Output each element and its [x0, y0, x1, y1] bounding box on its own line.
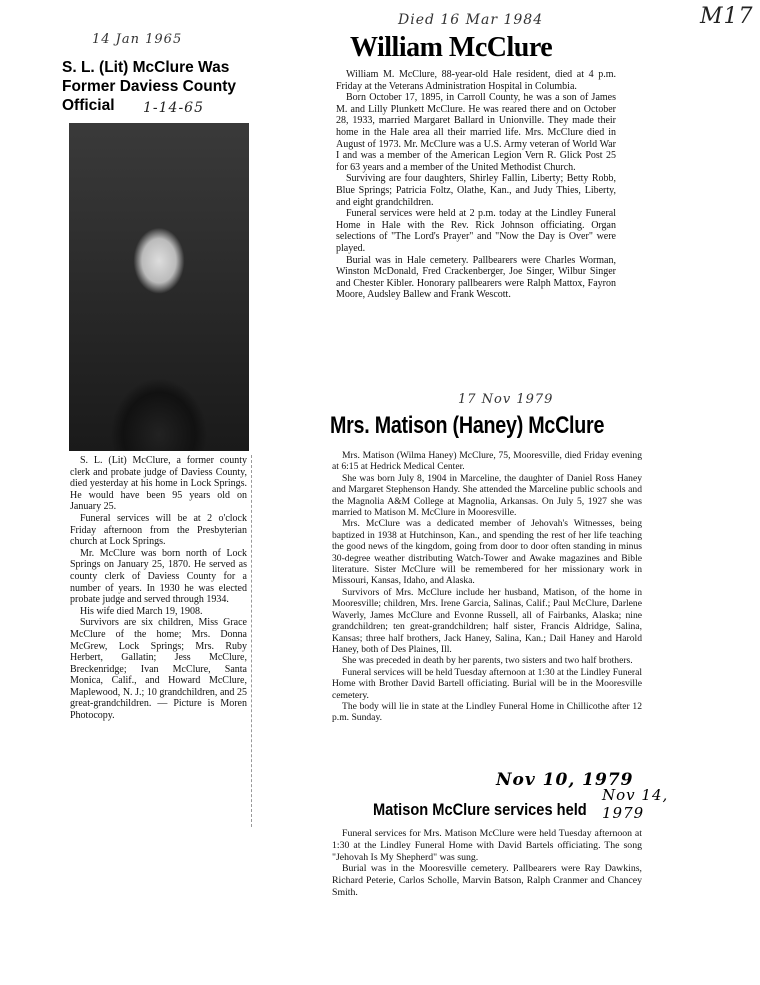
clip4-paragraph: Burial was in the Mooresville cemetery. Pallbearers were Ray Dawkins, Richard Peterie, Carlos Scholle, Marvin Batson, Ralph Cranmer and Chancey Smith. — [332, 863, 642, 898]
clip3-headline: Mrs. Matison (Haney) McClure — [330, 412, 605, 439]
clip1-body — [70, 455, 247, 722]
clip1-portrait-photo — [69, 123, 249, 451]
clip1-cut-edge — [251, 455, 252, 827]
clip3-body — [332, 450, 642, 724]
clip3-paragraph: Mrs. Matison (Wilma Haney) McClure, 75, Mooresville, died Friday evening at 6:15 at Hedrick Medical Center. — [332, 450, 642, 473]
clip3-paragraph: Survivors of Mrs. McClure include her husband, Matison, of the home in Mooresville; children, Mrs. Irene Garcia, Salinas, Calif.; Paul McClure, Darlene Waverly, James McClure and Evonne Russell, all of Fairbanks, Alaska; nine grandchildren; ten great-grandchildren; half sister, Francis Aldridge, Salina, Kansas; three half brothers, Jack Haney, Salina, Kan.; Dail Haney and Harold Haney, both of Des Plaines, Ill. — [332, 586, 642, 655]
clip1-paragraph: Mr. McClure was born north of Lock Springs on January 25, 1870. He served as county clerk of Daviess County for a number of years. In 1930 he was elected probate judge and served through 1934. — [70, 547, 247, 606]
clip1-paragraph: His wife died March 19, 1908. — [80, 605, 203, 617]
clip1-paragraph: Survivors are six children, Miss Grace McClure of the home; Mrs. Donna McGrew, Lock Springs; Mrs. Ruby Herbert, Gallatin; Jess McClure, Breckenridge; Ivan McClure, Santa Monica, Calif., and Howard McClure, Maplewood, N. J.; 10 grandchildren, and 25 great-grandchildren. — Picture is Moren Photocopy. — [70, 617, 247, 722]
clip1-date-stamp: 14 Jan 1965 — [92, 32, 183, 47]
clip3-paragraph: Mrs. McClure was a dedicated member of Jehovah's Witnesses, being baptized in 1938 at Hutchinson, Kan., and spending the rest of her life teaching the good news of the kingdom, going from door to door often standing in minus 30-degree weather distributing Watch-Tower and Awake magazines and Bible literature. Sister McClure will be remembered for her missionary work in Missouri, Kansas, Idaho, and Alaska. — [332, 518, 642, 587]
clip4-hand-date: Nov 14, 1979 — [602, 786, 669, 822]
corner-archive-mark: M17 — [700, 4, 754, 29]
clip2-paragraph: Born October 17, 1895, in Carroll County, he was a son of James M. and Lilly Plunkett McClure. He was reared there and on October 28, 1933, married Margaret Ballard in Unionville. They made their home in the Hale area all their married life. Mrs. McClure died in August of 1973. Mr. McClure was a U.S. Army veteran of World War I and was a member of the American Legion Vern R. Glick Post 25 for 63 years and a member of the United Methodist Church. — [336, 92, 616, 173]
clip3-date-stamp: 17 Nov 1979 — [458, 392, 554, 407]
clip3-hand-date: Nov 10, 1979 — [496, 770, 634, 790]
clip4-headline: Matison McClure services held — [373, 800, 587, 819]
clip4-body — [332, 828, 642, 899]
clip4-paragraph: Funeral services for Mrs. Matison McClure were held Tuesday afternoon at 1:30 at the Lindley Funeral Home with David Bartels officiating. The song "Jehovah Is My Shepherd" was sung. — [332, 828, 642, 863]
clip2-date-stamp: Died 16 Mar 1984 — [398, 12, 544, 28]
clip3-paragraph: The body will lie in state at the Lindley Funeral Home in Chillicothe after 12 p.m. Sunday. — [332, 700, 642, 724]
clip3-paragraph: Funeral services will be held Tuesday afternoon at 1:30 at the Lindley Funeral Home with Brother David Bartell officiating. Burial will be in the Mooresville cemetery. — [332, 666, 643, 701]
clip2-body — [336, 69, 616, 301]
clip2-paragraph: William M. McClure, 88-year-old Hale resident, died at 4 p.m. Friday at the Veterans Administration Hospital in Columbia. — [336, 69, 616, 92]
clip1-paragraph: Funeral services will be at 2 o'clock Friday afternoon from the Presbyterian church at Lock Springs. — [70, 512, 247, 548]
clip3-paragraph: She was born July 8, 1904 in Marceline, the daughter of Daniel Ross Haney and Margaret Stephenson Handy. She attended the Marceline public schools and the Magnolia A&M College at Magnolia, Arkansas. On July 5, 1927 she was married to Matison M. McClure in Mooresville. — [332, 472, 642, 519]
clip1-paragraph: S. L. (Lit) McClure, a former county clerk and probate judge of Daviess County, died yesterday at his home in Lock Springs. He would have been 95 years old on January 25. — [70, 455, 247, 513]
clip2-headline: William McClure — [350, 32, 553, 63]
clip3-paragraph: She was preceded in death by her parents, two sisters and two half brothers. — [342, 655, 633, 667]
clip2-paragraph: Funeral services were held at 2 p.m. today at the Lindley Funeral Home in Hale with the Rev. Rick Johnson officiating. Organ selections of "The Lord's Prayer" and "Now the Day is Over" were played. — [336, 208, 616, 254]
clip1-date-note: 1-14-65 — [143, 100, 204, 116]
clip2-paragraph: Surviving are four daughters, Shirley Fallin, Liberty; Betty Robb, Blue Springs; Patricia Foltz, Olathe, Kan., and Judy Thies, Liberty, and eight grandchildren. — [336, 173, 616, 208]
clip1-headline: S. L. (Lit) McClure Was Former Daviess County Official — [62, 59, 236, 114]
clip2-paragraph: Burial was in Hale cemetery. Pallbearers were Charles Worman, Winston McDonald, Fred Crackenberger, Joe Singer, Wilbur Singer and Chester Kibler. Honorary pallbearers were Ralph Mattox, Fayron Moore, Audsley Ballew and Frank Wescott. — [336, 254, 616, 301]
